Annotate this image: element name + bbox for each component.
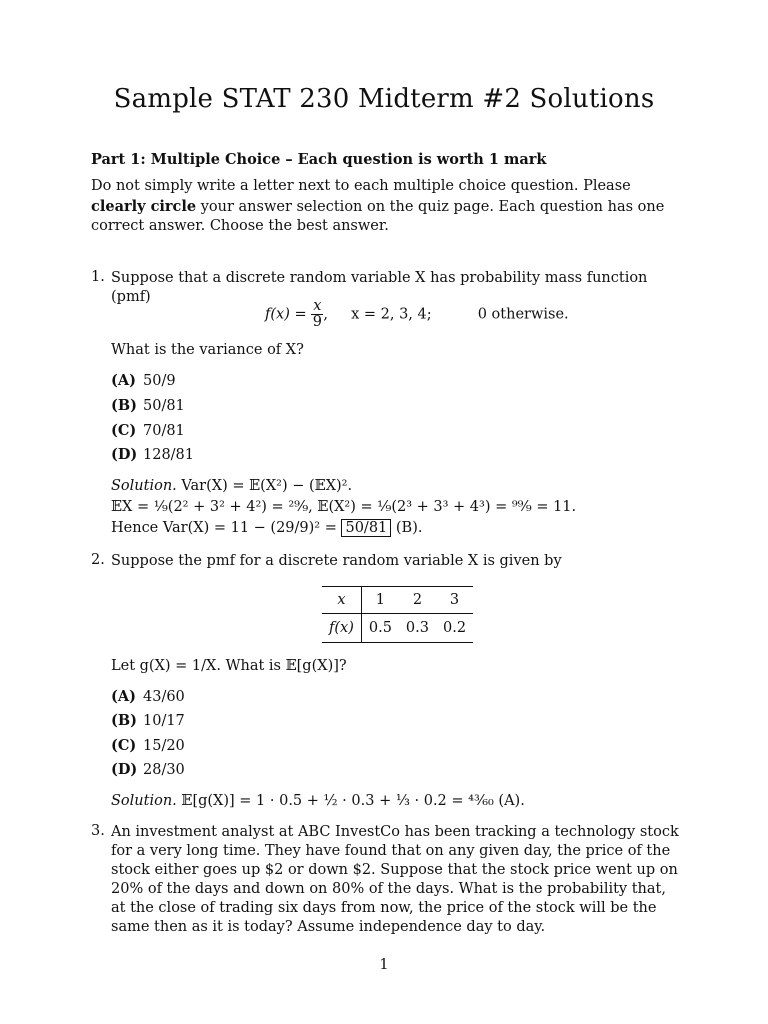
page-title: Sample STAT 230 Midterm #2 Solutions bbox=[113, 84, 655, 114]
fraction: $\frac{x}{9}$ bbox=[312, 298, 322, 330]
question-3-text: An investment analyst at ABC InvestCo has been tracking a technology stock for a very long time. They have found that on any given day, the price of the stock either goes up $2 or down $2. Suppose that the stock price went up on 20% of the days and down on 80% of the days. What is the probability that, at the close of trading six days from now, the price of the stock will be the same then as it is today? Assume independence day to day. bbox=[111, 824, 679, 935]
boxed-answer: 50/81 bbox=[341, 519, 391, 537]
table-row: x 1 2 3 bbox=[322, 587, 473, 614]
question-1-solution: Solution. Var(X) = 𝔼(X²) − (𝔼X)². 𝔼X = ¹⁄₉(2² + 3² + 4²) = ²⁹⁄₉, 𝔼(X²) = ¹⁄₉(2³ + 3³ + 4³) = ⁹⁹⁄₉ = 11. Hence Var(X) = 11 − (29/9)² = 50/81 (B). bbox=[111, 478, 577, 536]
emphasis-text: clearly circle bbox=[91, 197, 197, 215]
question-2-ask: Let g(X) = 1/X. What is 𝔼[g(X)]? bbox=[111, 658, 347, 674]
pmf-table bbox=[322, 586, 473, 643]
question-2-number: 2. bbox=[91, 552, 105, 568]
question-2-option-d: (D) 28/30 bbox=[111, 761, 185, 778]
part1-instructions: Do not simply write a letter next to each multiple choice question. Please clearly circle your answer selection on the quiz page. Each question has one correct answer. Choose the best answer. bbox=[91, 178, 665, 234]
question-2-option-b: (B) 10/17 bbox=[111, 712, 185, 729]
question-1-ask: What is the variance of X? bbox=[111, 342, 304, 358]
question-2-option-c: (C) 15/20 bbox=[111, 737, 185, 754]
question-1-option-c: (C) 70/81 bbox=[111, 422, 185, 439]
question-2-option-a: (A) 43/60 bbox=[111, 688, 185, 705]
question-3-number: 3. bbox=[91, 823, 105, 839]
question-1-pmf-equation: f(x) = $\frac{x}{9}$ , x = 2, 3, 4; 0 otherwise. bbox=[265, 298, 569, 330]
question-2-solution: Solution. 𝔼[g(X)] = 1 · 0.5 + ½ · 0.3 + ⅓ · 0.2 = ⁴³⁄₆₀ (A). bbox=[111, 793, 525, 809]
question-1-option-b: (B) 50/81 bbox=[111, 397, 185, 414]
question-1-option-a: (A) 50/9 bbox=[111, 372, 176, 389]
page-number: 1 bbox=[379, 957, 389, 973]
question-1-number: 1. bbox=[91, 269, 105, 285]
question-1-text: Suppose that a discrete random variable X has probability mass function (pmf) bbox=[111, 270, 648, 305]
table-row: f(x) 0.5 0.3 0.2 bbox=[322, 614, 473, 643]
question-1-option-d: (D) 128/81 bbox=[111, 446, 195, 463]
question-2-text: Suppose the pmf for a discrete random variable X is given by bbox=[111, 553, 562, 569]
part1-heading: Part 1: Multiple Choice – Each question is worth 1 mark bbox=[91, 151, 547, 168]
